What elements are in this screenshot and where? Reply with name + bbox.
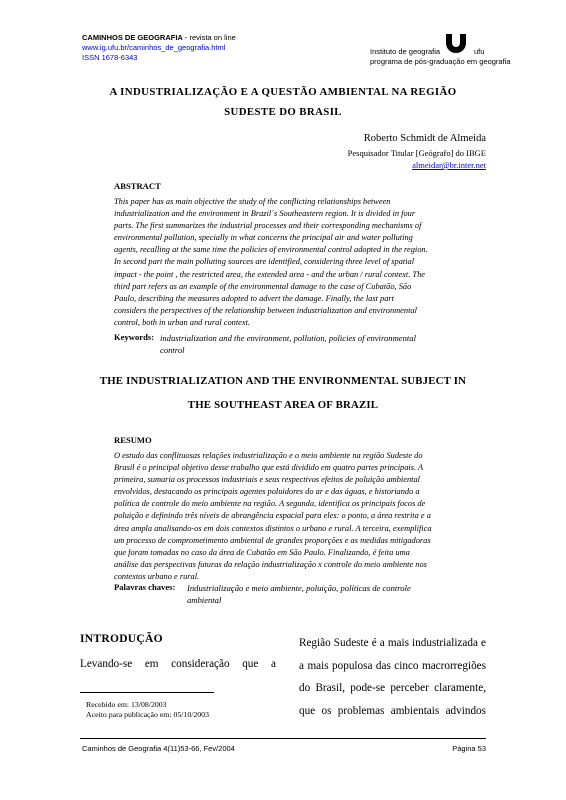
author-affiliation: Pesquisador Titular [Geógrafo] do IBGE (347, 148, 486, 158)
page-number: Página 53 (452, 744, 486, 753)
keywords-label: Keywords: (114, 332, 155, 342)
resumo-line: primeira, sumaria os processos industriais e seus respectivos efeitos de poluição ambiental (114, 475, 420, 485)
abstract-line: agents, recalling at the same time the policies of environmental control adopted in the region. (114, 245, 428, 255)
paper-title-en-line1: THE INDUSTRIALIZATION AND THE ENVIRONMENTAL SUBJECT IN (99, 375, 467, 387)
paper-title-en (60, 369, 506, 417)
received-date: Recebido em: 13/08/2003 (86, 700, 167, 709)
intro-text-left: Levando-se em consideração que a (80, 658, 276, 670)
abstract-line: industrialization and the environment in Brazil´s Southeastern region. It is divided in four (114, 209, 416, 219)
ufu-logo-icon (444, 34, 468, 54)
abstract-line: third part refers as an example of the environmental damage to the case of Cubatão, São (114, 281, 412, 291)
resumo-line: política de controle do meio ambiente na região. A segunda, identifica os principais focos de (114, 499, 426, 509)
intro-text-right (299, 632, 486, 722)
palavras-chaves-line2: ambiental (187, 595, 222, 605)
resumo-line: O estudo das conflituosas relações industrialização e o meio ambiente na região Sudeste do (114, 451, 423, 460)
footnote-divider (80, 692, 214, 693)
resumo-line: contextos urbano e rural. (114, 571, 200, 581)
accepted-date: Aceito para publicação em: 05/10/2003 (86, 710, 209, 719)
journal-name (82, 33, 236, 42)
program-name: programa de pós-graduação em geografia (370, 57, 511, 66)
resumo-line: área ampla analisando-os em dois contextos distintos o urbano e rural. A terceira, exemplifica (114, 523, 432, 533)
abstract-line: environmental pollution, specially in what concerns the principal air and water polluting (114, 233, 413, 243)
footer-citation: Caminhos de Geografia 4(11)53-66, Fev/2004 (82, 744, 235, 753)
resumo-line: análise das perspectivas futuras da relação industrialização x controle do meio ambiente nos (114, 559, 427, 569)
resumo-line: Brasil é o principal objetivo desse trabalho que está dividido em quatro partes principais. A (114, 463, 424, 473)
paper-title-pt (60, 82, 506, 122)
journal-name-suffix: - revista on line (182, 33, 236, 42)
intro-right-line: Região Sudeste é a mais industrializada e (299, 637, 486, 649)
footer-divider (80, 738, 486, 739)
institute-tag: ufu (474, 47, 485, 56)
abstract-line: In second part the main polluting sources are identified, considering three level of spatial (114, 257, 415, 267)
resumo-text (114, 450, 454, 583)
paper-title-pt-line1: A INDUSTRIALIZAÇÃO E A QUESTÃO AMBIENTAL NA REGIÃO (109, 86, 457, 98)
resumo-line: envolvidos, destacando os principais agentes poluidores do ar e das águas, e historiando a (114, 487, 420, 497)
intro-right-line: do Brasil, pode-se perceber claramente, (299, 682, 486, 695)
paper-title-pt-line2: SUDESTE DO BRASIL (224, 106, 342, 118)
author-name: Roberto Schmidt de Almeida (363, 133, 486, 144)
abstract-line: control, both in urban and rural context. (114, 317, 251, 327)
resumo-heading: RESUMO (114, 435, 152, 445)
abstract-line: impact - the point , the restricted area, the extended area - and the urban / rural context. The (114, 269, 425, 279)
intro-right-line: que os problemas ambientais advindos (299, 704, 486, 717)
abstract-line: parts. The first summarizes the industrial processes and their corresponding mechanisms of (114, 221, 422, 231)
palavras-chaves-label: Palavras chaves: (114, 582, 176, 592)
resumo-line: um processo de comprometimento ambiental de grandes proporções e as medidas mitigadoras (114, 535, 431, 545)
abstract-heading: ABSTRACT (114, 181, 161, 191)
palavras-chaves-line1: Industrialização e meio ambiente, poluição, políticas de controle (187, 583, 411, 593)
journal-url-link[interactable]: www.ig.ufu.br/caminhos_de_geografia.html (82, 43, 226, 52)
abstract-line: considers the perspectives of the relationship between industrialization and environmental (114, 305, 417, 315)
paper-title-en-line2: THE SOUTHEAST AREA OF BRAZIL (187, 399, 379, 411)
resumo-line: que foram tomadas no caso da área de Cubatão em São Paulo. Finalizando, é feita uma (114, 547, 410, 557)
author-email-link[interactable]: almeidar@br.inter.net (412, 160, 486, 170)
intro-right-line: a mais populosa das cinco macrorregiões (299, 659, 486, 672)
keywords-line1: industrialization and the environment, pollution, policies of environmental (160, 333, 416, 343)
palavras-chaves-text (187, 582, 467, 606)
abstract-line: Paulo, describing the measures adopted to advert the damage. Finally, the last part (114, 293, 394, 303)
journal-name-bold: CAMINHOS DE GEOGRAFIA (82, 33, 183, 42)
abstract-text (114, 196, 454, 329)
keywords-text (160, 332, 460, 356)
keywords-line2: control (160, 345, 185, 355)
resumo-line: poluição e definindo três níveis de abrangência espacial para eles: o ponto, a área restrita e a (114, 511, 431, 521)
abstract-line: This paper has as main objective the study of the conflicting relationships between (114, 197, 391, 206)
institute-name: Instituto de geografia (370, 47, 441, 56)
journal-issn: ISSN 1678-6343 (82, 53, 138, 62)
intro-heading: INTRODUÇÃO (80, 633, 163, 645)
